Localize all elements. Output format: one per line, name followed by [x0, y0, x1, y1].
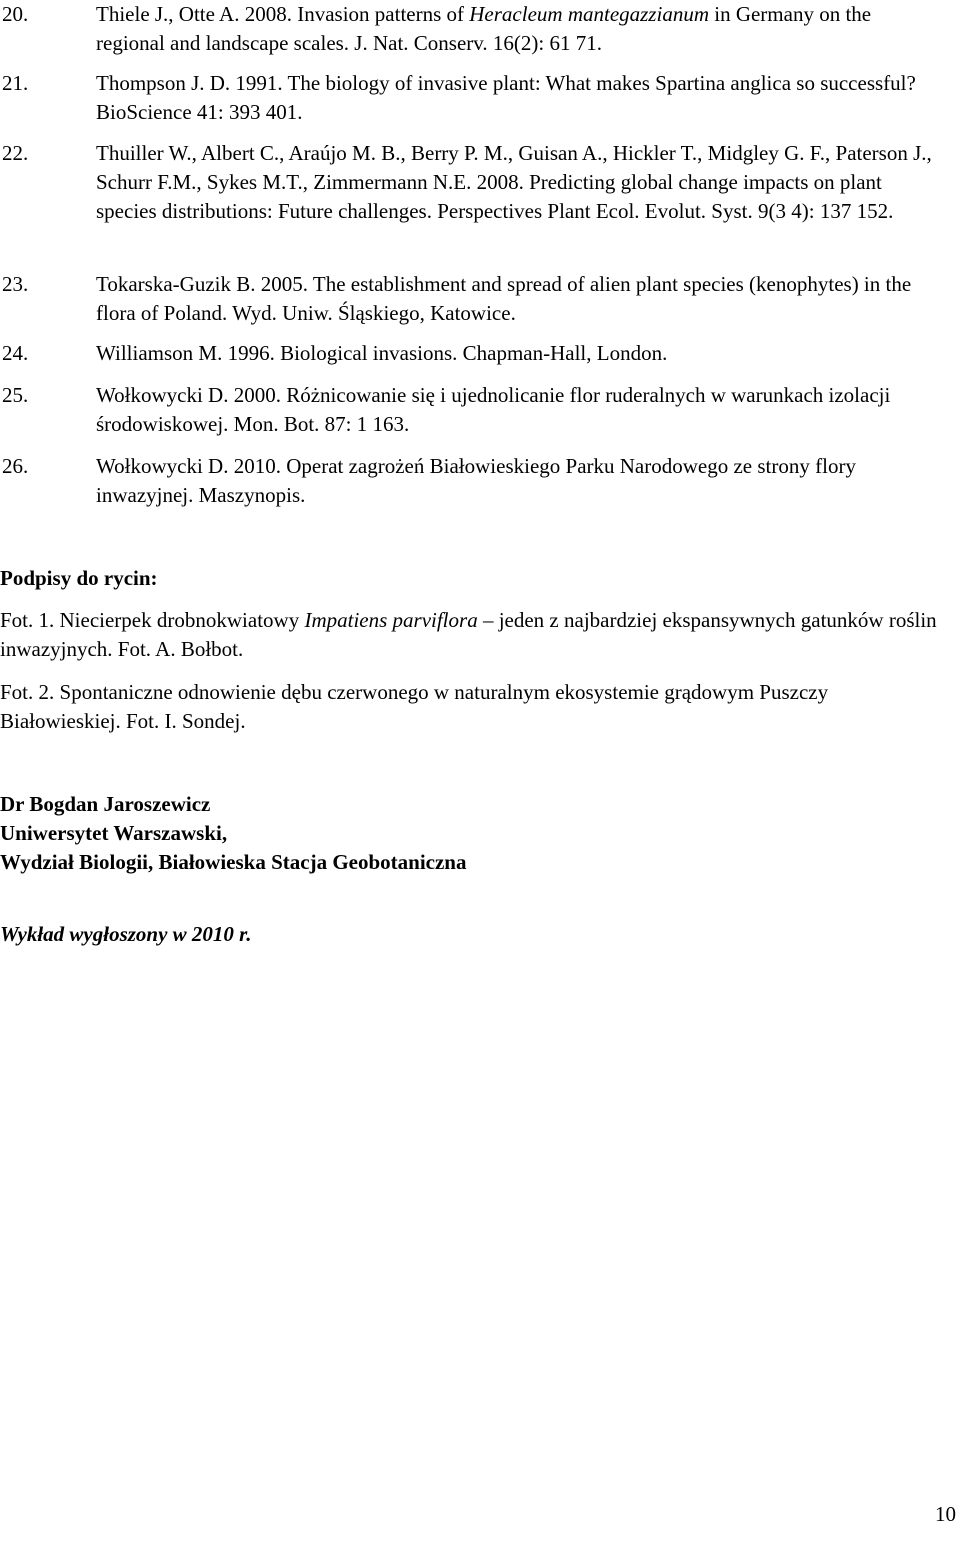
reference-text: Thuiller W., Albert C., Araújo M. B., Berry P. M., Guisan A., Hickler T., Midgley G. F., Paterson J., Schurr F.M., Sykes M.T., Zimmermann N.E. 2008. Predicting global change impacts on plant species distributions: Future challenges. Perspectives Plant Ecol. Evolut. Syst. 9(3 4): 137 152. [96, 141, 932, 223]
reference-number: 24. [2, 341, 29, 365]
captions-heading: Podpisy do rycin: [0, 566, 158, 590]
figure-caption: Fot. 2. Spontaniczne odnowienie dębu czerwonego w naturalnym ekosystemie grądowym Puszczy Białowieskiej. Fot. I. Sondej. [0, 680, 829, 733]
reference-text [96, 0, 945, 58]
author-department: Wydział Biologii, Białowieska Stacja Geobotaniczna [0, 850, 467, 874]
lecture-note: Wykład wygłoszony w 2010 r. [0, 922, 252, 946]
reference-number: 21. [2, 71, 29, 95]
reference-text: Wołkowycki D. 2010. Operat zagrożeń Białowieskiego Parku Narodowego ze strony flory inwazyjnej. Maszynopis. [96, 454, 856, 507]
caption-species-name: Impatiens parviflora [304, 608, 478, 632]
reference-species-name: Heracleum mantegazzianum [469, 2, 709, 26]
reference-item [0, 139, 945, 226]
reference-text: Wołkowycki D. 2000. Różnicowanie się i ujednolicanie flor ruderalnych w warunkach izolacji środowiskowej. Mon. Bot. 87: 1 163. [96, 383, 891, 436]
reference-text: Thompson J. D. 1991. The biology of invasive plant: What makes Spartina anglica so successful? BioScience 41: 393 401. [96, 71, 916, 124]
reference-text: Williamson M. 1996. Biological invasions. Chapman-Hall, London. [96, 341, 668, 365]
reference-number: 20. [2, 2, 29, 26]
reference-item [0, 0, 945, 58]
reference-number: 22. [2, 141, 29, 165]
reference-text-part: in Germany on the regional and landscape scales. J. Nat. Conserv. 16(2): 61 71. [96, 2, 872, 55]
page-number: 10 [935, 1502, 956, 1526]
caption-text-part: Fot. 1. Niecierpek drobnokwiatowy [0, 608, 305, 632]
author-name: Dr Bogdan Jaroszewicz [0, 792, 211, 816]
figure-caption [0, 606, 945, 664]
reference-text-part: Thiele J., Otte A. 2008. Invasion patterns of [96, 2, 470, 26]
author-university: Uniwersytet Warszawski, [0, 821, 228, 845]
caption-text-part: – jeden z najbardziej ekspansywnych gatunków roślin inwazyjnych. Fot. A. Bołbot. [0, 608, 937, 661]
reference-item [0, 452, 945, 510]
reference-text: Tokarska-Guzik B. 2005. The establishment and spread of alien plant species (kenophytes) in the flora of Poland. Wyd. Uniw. Śląskiego, Katowice. [96, 272, 912, 325]
reference-item [0, 381, 945, 439]
reference-number: 23. [2, 272, 29, 296]
reference-item [0, 270, 945, 328]
reference-item [0, 69, 945, 127]
reference-number: 26. [2, 454, 29, 478]
reference-item [0, 339, 945, 368]
reference-number: 25. [2, 383, 29, 407]
